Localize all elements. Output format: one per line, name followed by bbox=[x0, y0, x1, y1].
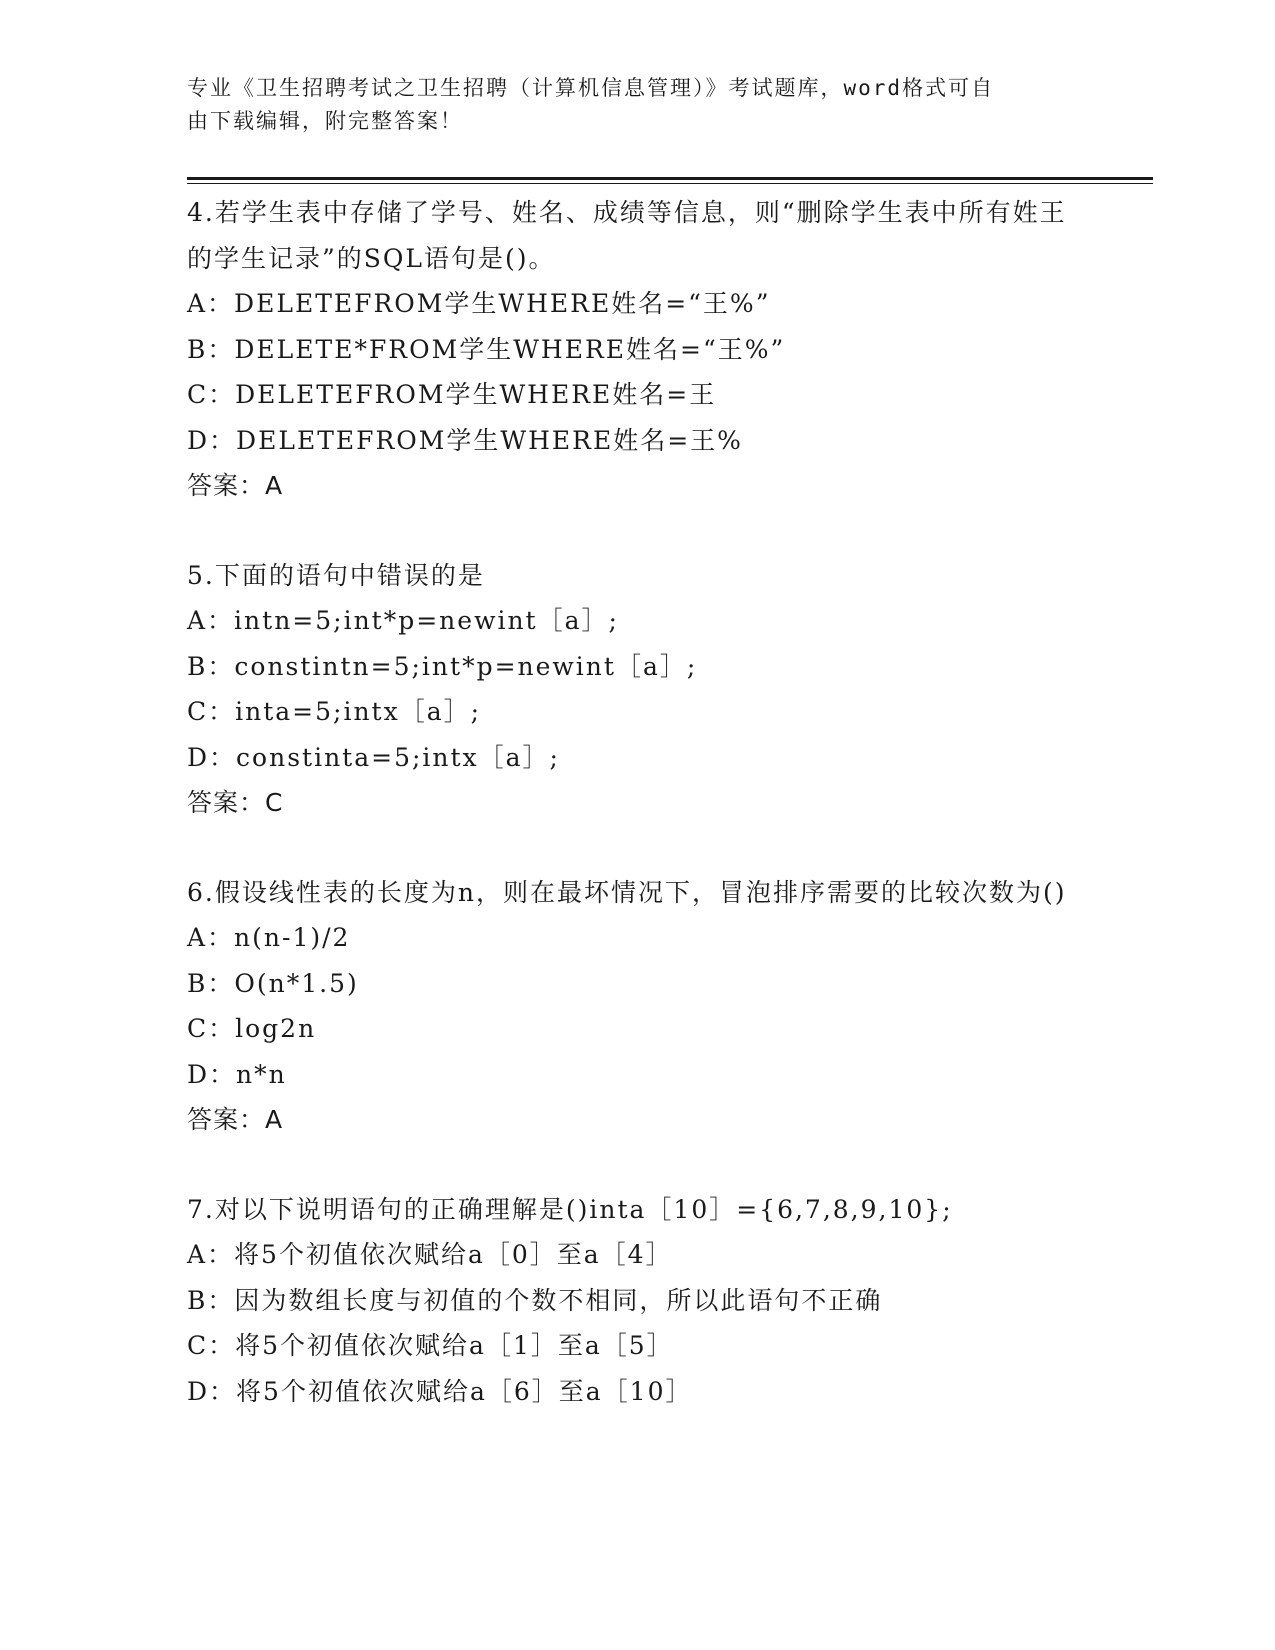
option-a: A：DELETEFROM学生WHERE姓名=“王%” bbox=[187, 289, 771, 318]
question-spacer bbox=[187, 509, 1087, 553]
option-b: B：O(n*1.5) bbox=[187, 968, 359, 998]
option-c: C：DELETEFROM学生WHERE姓名=王 bbox=[187, 380, 717, 409]
option-a: A：将5个初值依次赋给a［0］至a［4］ bbox=[187, 1240, 673, 1269]
option-d: D：constinta=5;intx［a］; bbox=[187, 742, 560, 772]
question-6 bbox=[187, 870, 1087, 1143]
option-a: A：intn=5;int*p=newint［a］; bbox=[187, 606, 619, 635]
question-stem: 7.对以下说明语句的正确理解是()inta［10］={6,7,8,9,10}; bbox=[187, 1194, 953, 1224]
option-c: C：inta=5;intx［a］; bbox=[187, 697, 482, 726]
option-b: B：因为数组长度与初值的个数不相同，所以此语句不正确 bbox=[187, 1285, 883, 1315]
option-d: D：DELETEFROM学生WHERE姓名=王% bbox=[187, 425, 743, 455]
question-4 bbox=[187, 190, 1087, 509]
question-7 bbox=[187, 1187, 1087, 1415]
header-line-2: 由下载编辑，附完整答案！ bbox=[187, 109, 463, 133]
option-a: A：n(n-1)/2 bbox=[187, 923, 351, 952]
question-stem: 4.若学生表中存储了学号、姓名、成绩等信息，则“删除学生表中所有姓王的学生记录”的SQL语句是()。 bbox=[187, 198, 1067, 273]
question-stem: 6.假设线性表的长度为n，则在最坏情况下，冒泡排序需要的比较次数为() bbox=[187, 877, 1067, 907]
answer-line: 答案：A bbox=[187, 471, 284, 500]
document-header bbox=[187, 72, 1087, 138]
option-b: B：DELETE*FROM学生WHERE姓名=“王%” bbox=[187, 334, 786, 364]
question-spacer bbox=[187, 1143, 1087, 1187]
question-spacer bbox=[187, 826, 1087, 870]
header-rule-thin bbox=[187, 183, 1153, 184]
answer-line: 答案：C bbox=[187, 788, 284, 817]
option-c: C：将5个初值依次赋给a［1］至a［5］ bbox=[187, 1331, 674, 1360]
question-stem: 5.下面的语句中错误的是 bbox=[187, 560, 485, 590]
question-5 bbox=[187, 553, 1087, 826]
option-d: D：n*n bbox=[187, 1059, 287, 1089]
question-list bbox=[187, 190, 1087, 1414]
option-b: B：constintn=5;int*p=newint［a］; bbox=[187, 651, 698, 681]
answer-line: 答案：A bbox=[187, 1105, 284, 1134]
option-c: C：log2n bbox=[187, 1014, 317, 1043]
option-d: D：将5个初值依次赋给a［6］至a［10］ bbox=[187, 1376, 693, 1406]
header-line-1: 专业《卫生招聘考试之卫生招聘（计算机信息管理）》考试题库，word格式可自 bbox=[187, 76, 995, 100]
header-rule-thick bbox=[187, 177, 1153, 180]
